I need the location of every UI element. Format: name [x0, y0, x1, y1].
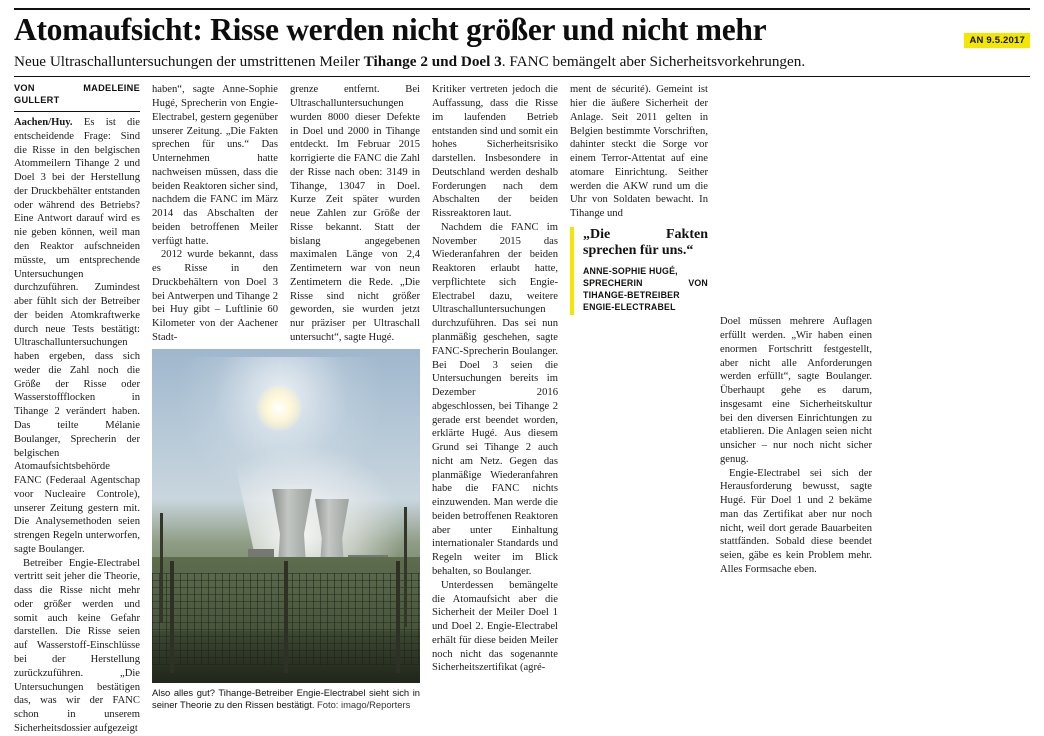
paragraph: Nachdem die FANC im November 2015 das Wiederanfahren der beiden Reaktoren erlaubt hatte, verpflichtete sich Engie-Electrabel dazu, weitere Ultraschalluntersuchungen durchzuführen. Das sei nun planmäßig geschehen, sagte FANC-Sprecherin Boulanger. Bei Doel 3 seien die Untersuchungen bereits im Dezember 2016 abgeschlossen, bei Tihange 2 gerade erst beendet worden, erklärte Hugé. Aus diesem Grund sei Tihange 2 auch nicht am Netz. Gegen das planmäßige Wiederanfahren habe die FANC nichts einzuwenden. Man werde die beiden betroffenen Reaktoren aber unter Einhaltung internationaler Standards und Regeln weiter im Blick behalten, so Boulanger.: [432, 221, 558, 578]
article-columns: [14, 83, 1030, 734]
pull-quote-attr-line: SPRECHERIN VON TIHANGE-BETREIBER: [583, 277, 708, 300]
pull-quote-attribution: [583, 266, 708, 314]
pull-quote: [570, 227, 708, 316]
pull-quote-text: „Die Fakten sprechen für uns.“: [583, 226, 708, 259]
subhead-row: [14, 34, 1030, 70]
column-1: [14, 83, 152, 734]
dateline: Aachen/Huy.: [14, 117, 73, 129]
fence-post: [284, 561, 288, 673]
tree: [160, 513, 163, 623]
pull-quote-attr-line: ANNE-SOPHIE HUGÉ,: [583, 265, 678, 276]
column-5: [570, 83, 720, 575]
mid-rule: [14, 76, 1030, 77]
paragraph: Betreiber Engie-Electrabel vertritt seit jeher die Theorie, dass die Risse nicht mehr oder größer werden und somit auch keine Gefahr darstellen. Die Risse seien auf Wasserstoff-Einschlüsse bei der Herstellung zurückzuführen. „Die Untersuchungen bestätigen das, was wir der FANC schon in unserem Sicherheitsdossier aufgezeigt: [14, 557, 140, 734]
paragraph: [14, 116, 140, 557]
byline: VON MADELEINE GULLERT: [14, 83, 140, 112]
sun-icon: [256, 385, 302, 431]
column-3: [290, 83, 420, 345]
paragraph: Unterdessen bemängelte die Atomaufsicht aber die Sicherheit der Meiler Doel 1 und Doel 2. Engie-Electrabel erhält für diese beiden Meiler noch nicht das sogenannte Sicherheitszertifikat (agré-: [432, 579, 558, 674]
column-6: [720, 83, 872, 575]
paragraph: haben“, sagte Anne-Sophie Hugé, Sprecherin von Engie-Electrabel, gestern gegenüber unserer Zeitung. „Die Fakten sprechen für uns.“ Das Unternehmen hatte nachweisen müssen, dass die beiden Reaktoren sicher sind, nachdem die FANC im März 2014 das Abschalten der beiden betroffenen Meiler verfügt hatte.: [152, 84, 278, 247]
fence-post: [396, 561, 400, 673]
paragraph: 2012 wurde bekannt, dass es Risse in den Druckbehältern von Doel 3 bei Antwerpen und Tihange 2 bei Huy gibt – Luftlinie 60 Kilometer von der Aachener Stadt-: [152, 249, 278, 343]
paragraph: Kritiker vertreten jedoch die Auffassung, dass die Risse im laufenden Betrieb entstanden sind und somit ein hohes Sicherheitsrisiko darstellen. Insbesondere in Deutschland werden deshalb Forderungen nach dem Abschalten der beiden Rissreaktoren laut.: [432, 84, 558, 220]
subhead-bold: Tihange 2 und Doel 3: [363, 52, 502, 70]
paragraph: Engie-Electrabel sei sich der Herausforderung bewusst, sagte Hugé. Für Doel 1 und 2 bekäme man das Zertifikat aber nur noch nicht, weil dort gerade Bauarbeiten stattfänden. Sobald diese beendet seien, gäbe es kein Problem mehr. Alles Formsache eben.: [720, 467, 872, 575]
paragraph-text: Es ist die entscheidende Frage: Sind die Risse in den belgischen Atommeilern Tihange 2 und Doel 3 bei der Herstellung der Druckbehälter entstanden oder während des Betriebs? Eine Antwort darauf wird es nie geben können, weil man den Reaktor aufschneiden müsste, um entsprechende Untersuchungen durchzuführen. Zumindest aber fühlt sich der Betreiber der beiden Atomkraftwerke durch neue Tests bestätigt: Ultraschalluntersuchungen haben ergeben, dass sich weder die Zahl noch die Größe der Risse oder Wasserstoffflocken in Tihange 2 verändert haben. Das teilte Mélanie Boulanger, Sprecherin der belgischen Atomaufsichtsbehörde FANC (Federaal Agentschap voor Nucleaire Controle), unserer Zeitung gestern mit. Die Analysemethoden seien strengen Regeln unterworfen, sagte Boulanger.: [14, 117, 140, 555]
column-2-3-group: [152, 83, 420, 710]
column-4: [420, 83, 570, 674]
subhead: [14, 53, 1030, 70]
subhead-pre: Neue Ultraschalluntersuchungen der umstrittenen Meiler: [14, 52, 364, 70]
photo-block: [152, 349, 420, 711]
photo-caption: [152, 687, 420, 711]
fence-post: [170, 561, 174, 673]
pull-quote-attr-line: ENGIE-ELECTRABEL: [583, 301, 676, 312]
column-2: [152, 83, 290, 345]
top-rule: [14, 8, 1030, 10]
paragraph: Doel müssen mehrere Auflagen erfüllt werden. „Wir haben einen enormen Fortschritt festgestellt, aber nicht alle Anforderungen werden erfüllt“, sagte Boulanger. Überhaupt gehe es darum, insgesamt eine Sicherheitskultur bei den diversen Einrichtungen zu etablieren. Die Anlagen seien nicht unsicher – nur noch nicht sicher genug.: [720, 316, 872, 465]
paragraph: ment de sécurité). Gemeint ist hier die äußere Sicherheit der Anlage. Seit 2011 gelten in Belgien bestimmte Vorschriften, dahinter steckt die Sorge vor einem Terror-Attentat auf eine atomare Einrichtung. Seither werden die AKW rund um die Uhr von Soldaten bewacht. In Tihange und: [570, 84, 708, 220]
photo-caption-text: Also alles gut? Tihange-Betreiber Engie-Electrabel sieht sich in seiner Theorie zu den Rissen bestätigt.: [152, 686, 420, 710]
subhead-post: . FANC bemängelt aber Sicherheitsvorkehrungen.: [501, 52, 806, 70]
tree: [404, 507, 407, 627]
photo-credit: Foto: imago/Reporters: [317, 698, 411, 710]
date-badge: AN 9.5.2017: [964, 33, 1030, 48]
paragraph: grenze entfernt. Bei Ultraschalluntersuchungen wurden 8000 dieser Defekte in Doel und 2000 in Tihange entdeckt. Im Februar 2015 korrigierte die FANC die Zahl der Risse nach oben: 3149 in Tihange, 13047 in Doel. Kurze Zeit später wurden neue Zahlen zur Größe der Risse bekannt. Statt der bislang angegebenen maximalen Länge von 2,4 Zentimetern war von neun Zentimetern die Rede. „Die Risse sind nicht größer geworden, sie wurden jetzt nur präziser per Ultraschall untersucht“, sagte Hugé.: [290, 84, 420, 343]
page-title: Atomaufsicht: Risse werden nicht größer und nicht mehr: [14, 12, 767, 47]
article-photo: [152, 349, 420, 683]
